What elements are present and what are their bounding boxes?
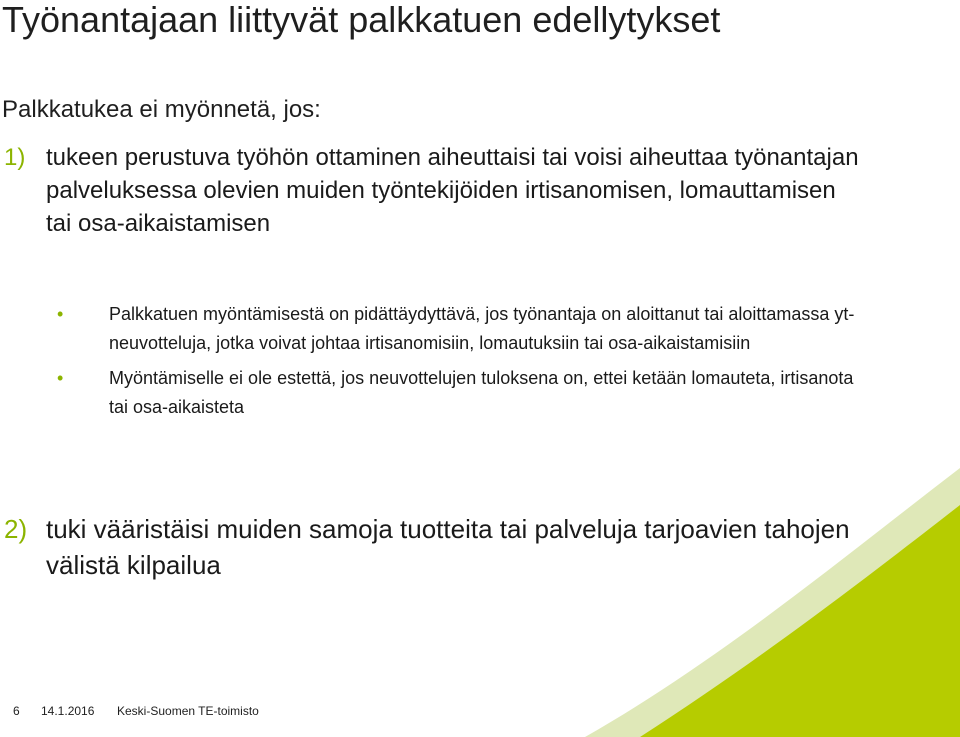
list-number: 2) (4, 514, 28, 544)
footer-date: 14.1.2016 (41, 704, 95, 718)
bullet-item (57, 364, 857, 422)
slide-title: Työnantajaan liittyvät palkkatuen edellytykset (2, 0, 721, 40)
list-item-1 (2, 141, 862, 240)
bullet-item (57, 300, 857, 358)
list-number: 1) (4, 144, 26, 171)
list-item-text: tukeen perustuva työhön ottaminen aiheuttaisi tai voisi aiheuttaa työnantajan palveluksessa olevien muiden työntekijöiden irtisanomisen, lomauttamisen tai osa-aikaistamisen (46, 144, 859, 237)
footer-organization: Keski-Suomen TE-toimisto (117, 704, 259, 718)
bullet-icon: • (57, 368, 64, 388)
list-item-text: tuki vääristäisi muiden samoja tuotteita tai palveluja tarjoavien tahojen välistä kilpailua (46, 514, 850, 580)
bullet-text: Myöntämiselle ei ole estettä, jos neuvottelujen tuloksena on, ettei ketään lomauteta, irtisanota tai osa-aikaisteta (109, 368, 854, 417)
bullet-icon: • (57, 304, 64, 324)
intro-text: Palkkatukea ei myönnetä, jos: (2, 96, 321, 123)
bullet-text: Palkkatuen myöntämisestä on pidättäydyttävä, jos työnantaja on aloittanut tai aloittamassa yt-neuvotteluja, jotka voivat johtaa irtisanomisiin, lomautuksiin tai osa-aikaistamisiin (109, 304, 855, 353)
page-number: 6 (13, 704, 20, 718)
bullet-list (57, 300, 857, 428)
list-item-2 (2, 511, 862, 583)
